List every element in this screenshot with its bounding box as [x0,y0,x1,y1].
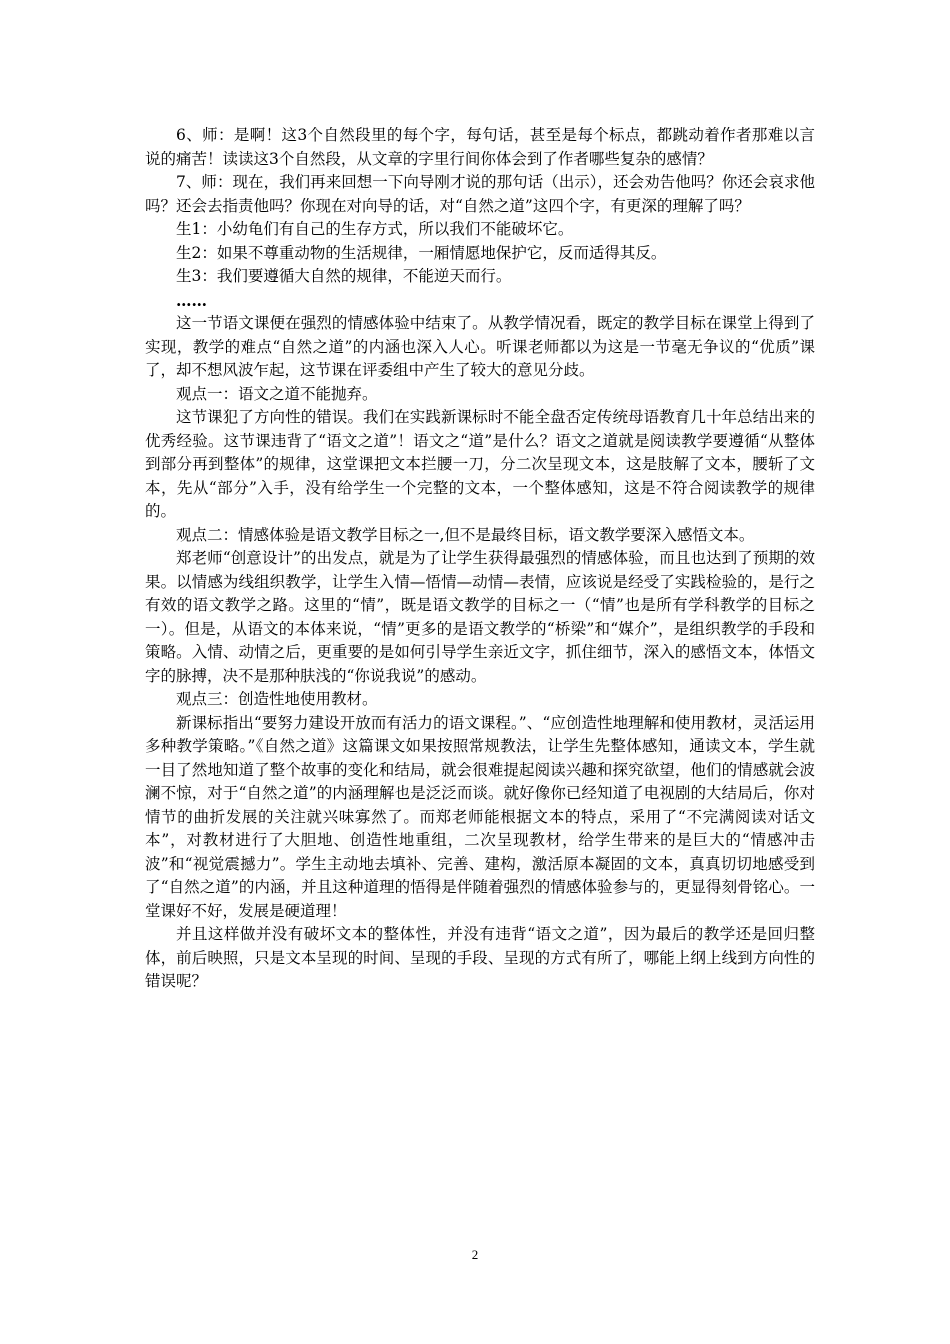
viewpoint-heading: 观点二：情感体验是语文教学目标之一,但不是最终目标，语文教学要深入感悟文本。 [176,525,755,544]
paragraph: 生3：我们要遵循大自然的规律，不能逆天而行。 [176,267,512,285]
paragraph: 并且这样做并没有破坏文本的整体性，并没有违背“语文之道”，因为最后的教学还是回归整体，前后映照，只是文本呈现的时间、呈现的手段、呈现的方式有所了，哪能上纲上线到方向性的错误呢？ [145,925,815,990]
ellipsis: …… [176,290,207,310]
paragraph: 7、师：现在，我们再来回想一下向导刚才说的那句话（出示），还会劝告他吗？你还会哀求他吗？还会去指责他吗？你现在对向导的话，对“自然之道”这四个字，有更深的理解了吗？ [145,173,815,215]
paragraph: 生2：如果不尊重动物的生活规律，一厢情愿地保护它，反而适得其反。 [176,243,667,262]
paragraph: 这节课犯了方向性的错误。我们在实践新课标时不能全盘否定传统母语教育几十年总结出来的优秀经验。这节课违背了“语文之道”！语文之“道”是什么？语文之道就是阅读教学要遵循“从整体到部分再到整体”的规律，这堂课把文本拦腰一刀，分二次呈现文本，这是肢解了文本，腰斩了文本，先从“部分”入手，没有给学生一个完整的文本，一个整体感知，这是不符合阅读教学的规律的。 [145,408,815,520]
paragraph: 这一节语文课便在强烈的情感体验中结束了。从教学情况看，既定的教学目标在课堂上得到了实现，教学的难点“自然之道”的内涵也深入人心。听课老师都以为这是一节毫无争议的“优质”课了，却不想风波乍起，这节课在评委组中产生了较大的意见分歧。 [145,314,815,379]
paragraph: 新课标指出“要努力建设开放而有活力的语文课程。”、“应创造性地理解和使用教材，灵活运用多种教学策略。”《自然之道》这篇课文如果按照常规教法，让学生先整体感知，通读文本，学生就一目了然地知道了整个故事的变化和结局，就会很难提起阅读兴趣和探究欲望，他们的情感就会波澜不惊，对于“自然之道”的内涵理解也是泛泛而谈。就好像你已经知道了电视剧的大结局后，你对情节的曲折发展的关注就兴味寡然了。而郑老师能根据文本的特点，采用了“不完满阅读对话文本”，对教材进行了大胆地、创造性地重组，二次呈现教材，给学生带来的是巨大的“情感冲击波”和“视觉震撼力”。学生主动地去填补、完善、建构，激活原本凝固的文本，真真切切地感受到了“自然之道”的内涵，并且这种道理的悟得是伴随着强烈的情感体验参与的，更显得刻骨铭心。一堂课好不好，发展是硬道理！ [145,713,815,920]
paragraph: 6、师：是啊！这3个自然段里的每个字，每句话，甚至是每个标点，都跳动着作者那难以言说的痛苦！读读这3个自然段，从文章的字里行间你体会到了作者哪些复杂的感情？ [145,126,815,168]
paragraph: 生1：小幼龟们有自己的生存方式，所以我们不能破坏它。 [176,220,574,238]
page-number: 2 [471,1247,479,1262]
document-body [145,124,815,994]
paragraph: 郑老师“创意设计”的出发点，就是为了让学生获得最强烈的情感体验，而且也达到了预期的效果。以情感为线组织教学，让学生入情—悟情—动情—表情，应该说是经受了实践检验的，是行之有效的语文教学之路。这里的“情”，既是语文教学的目标之一（“情”也是所有学科教学的目标之一）。但是，从语文的本体来说，“情”更多的是语文教学的“桥梁”和“媒介”，是组织教学的手段和策略。入情、动情之后，更重要的是如何引导学生亲近文字，抓住细节，深入的感悟文本，体悟文字的脉搏，决不是那种肤浅的“你说我说”的感动。 [145,549,815,685]
viewpoint-heading: 观点三：创造性地使用教材。 [176,690,378,708]
viewpoint-heading: 观点一：语文之道不能抛弃。 [176,384,378,403]
